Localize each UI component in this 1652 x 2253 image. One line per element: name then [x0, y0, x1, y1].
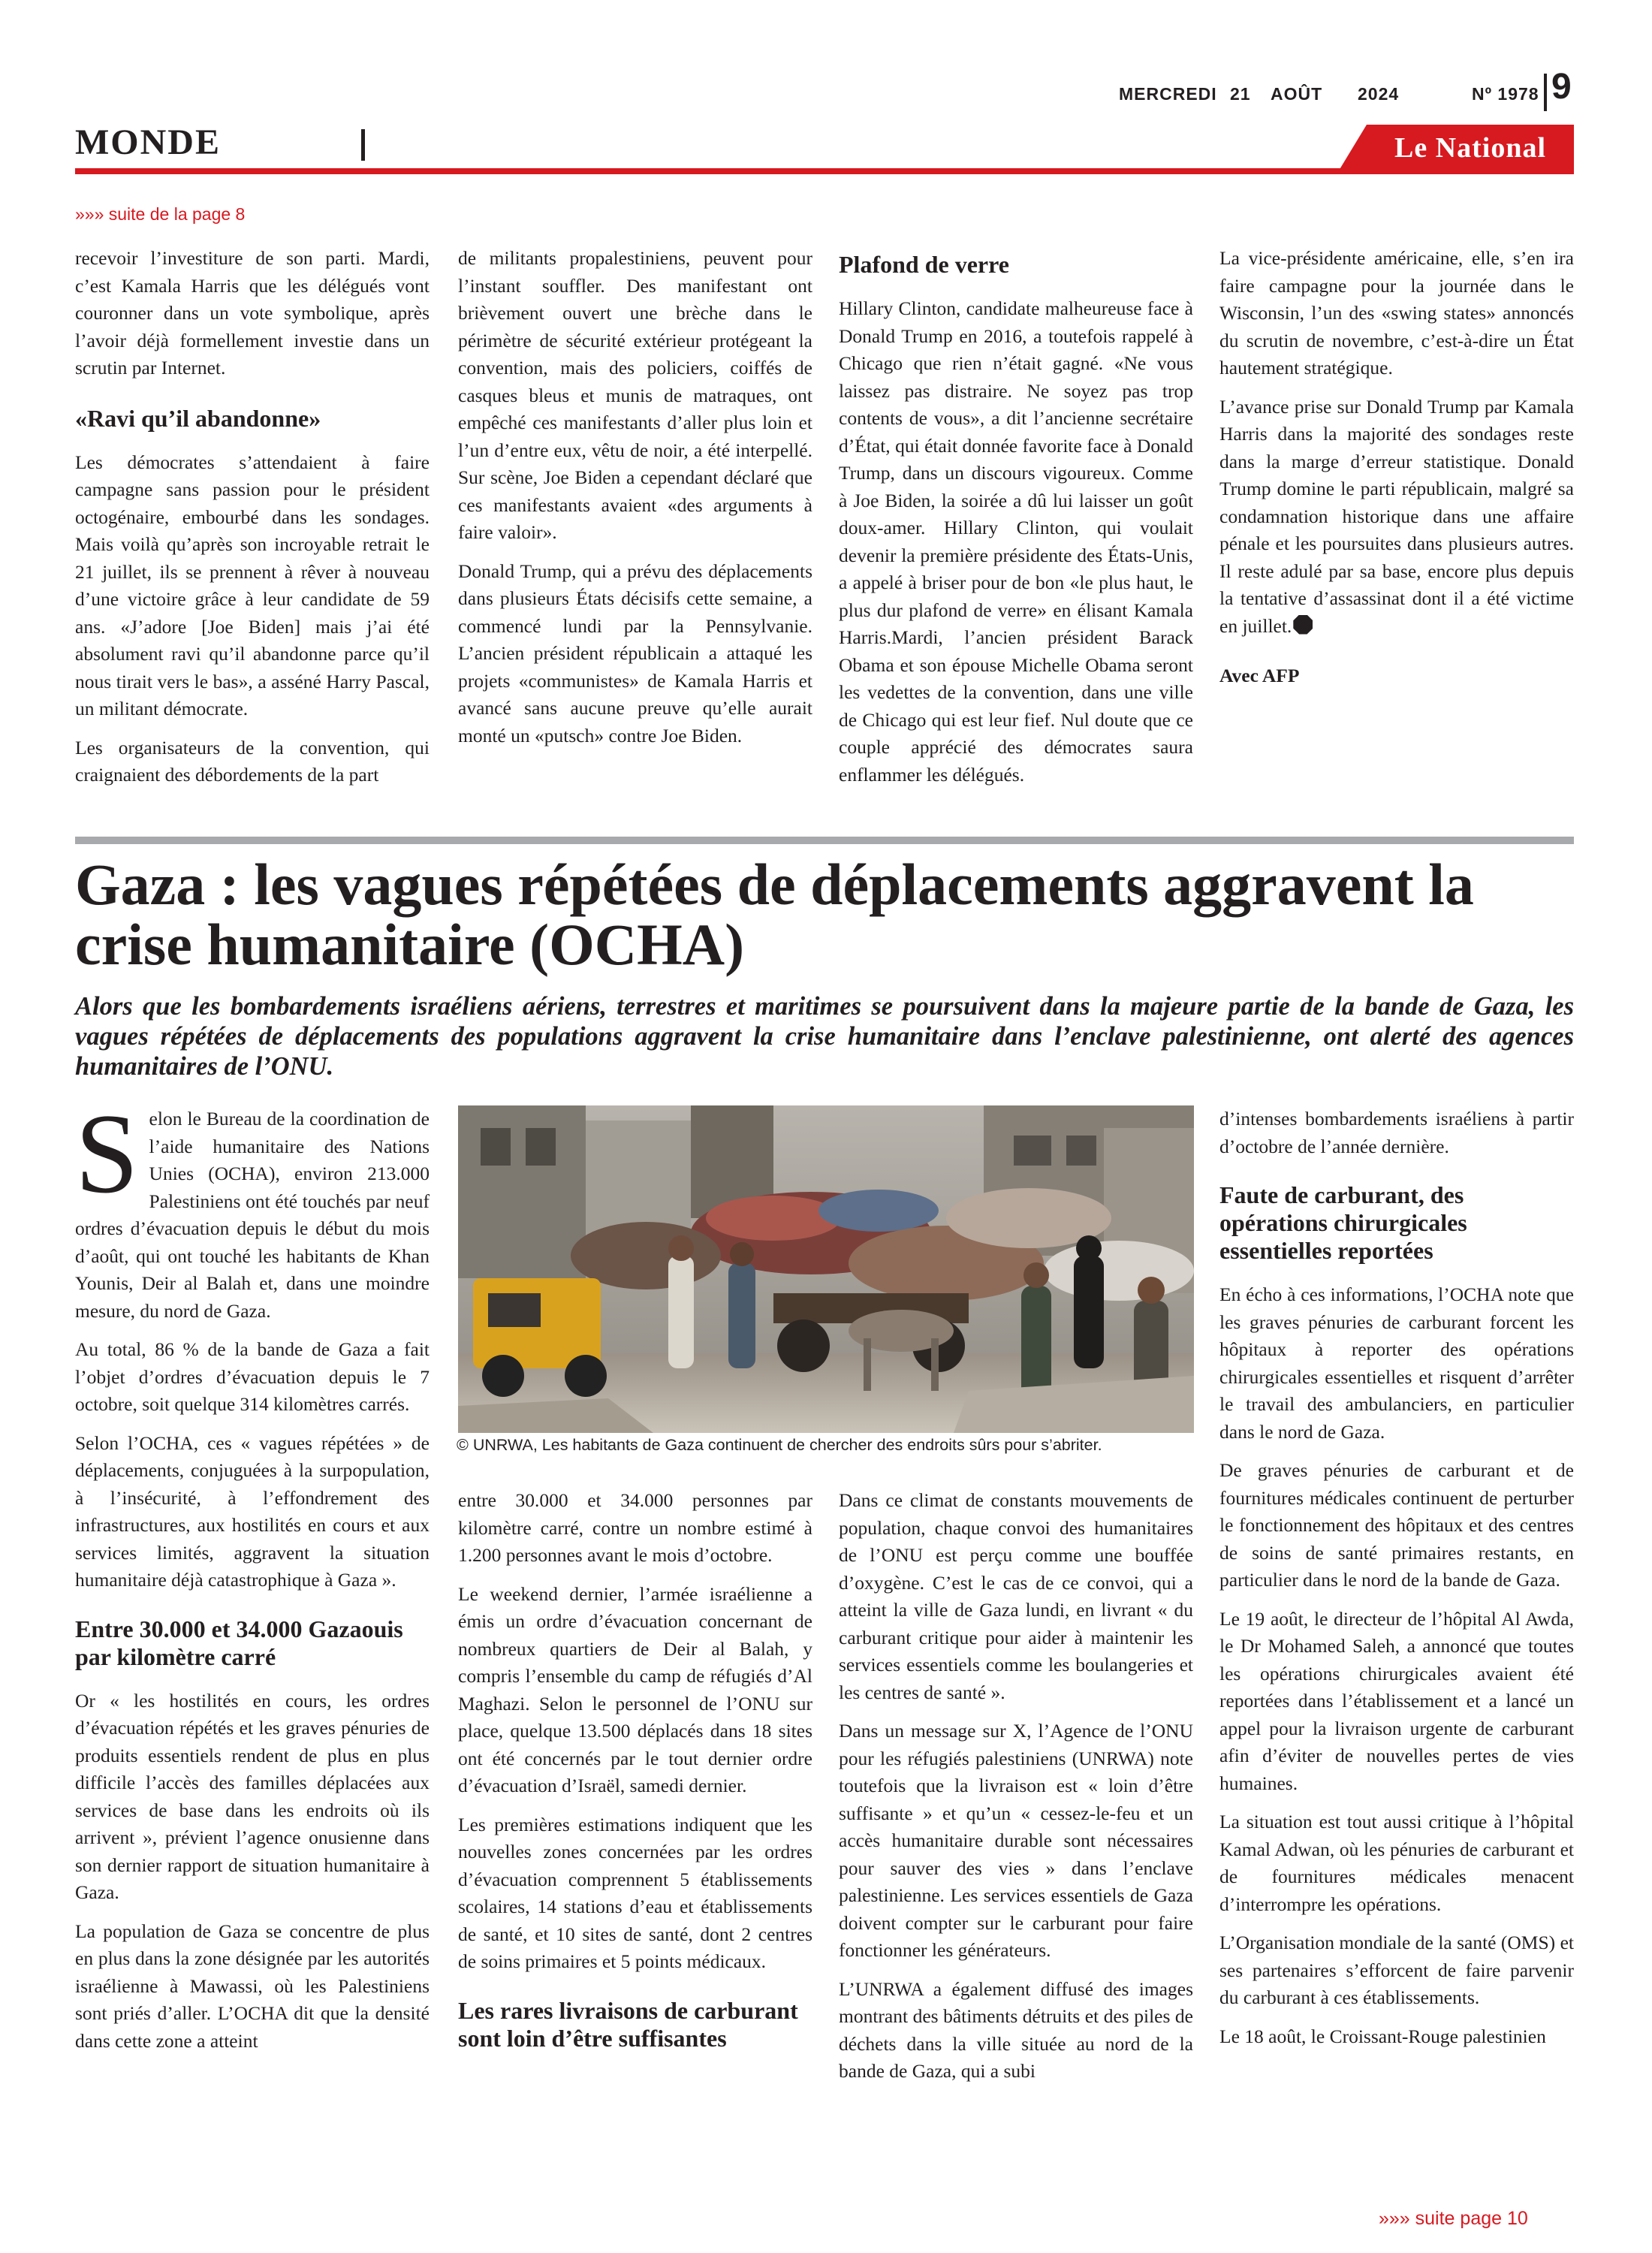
top-article-column-2 — [458, 245, 812, 761]
paragraph: La situation est tout aussi critique à l’hôpital Kamal Adwan, où les pénuries de carburant et de fournitures médicales menacent d’interrompre les opérations. — [1219, 1811, 1574, 1915]
main-article-column-2 — [458, 1487, 812, 2069]
paragraph: entre 30.000 et 34.000 personnes par kilomètre carré, contre un nombre estimé à 1.200 personnes avant le mois d’octobre. — [458, 1489, 812, 1566]
paragraph-text: elon le Bureau de la coordination de l’aide humanitaire des Nations Unies (OCHA), environ 213.000 Palestiniens ont été touchés par neuf ordres d’évacuation depuis le début du mois d’août, qui ont touché les habitants de Khan Younis, Deir al Balah et, dans une moindre mesure, du nord de Gaza. — [75, 1108, 430, 1322]
paragraph: Le 19 août, le directeur de l’hôpital Al Awda, le Dr Mohamed Saleh, a annoncé que toutes les opérations chirurgicales avaient été reportées dans l’établissement et a lancé un appel pour la livraison urgente de carburant afin d’éviter de nouvelles pertes de vies humaines. — [1219, 1607, 1574, 1794]
paragraph: recevoir l’investiture de son parti. Mardi, c’est Kamala Harris que les délégués vont couronner dans un vote symbolique, après l’avoir déjà formellement investie dans un scrutin par Internet. — [75, 247, 430, 379]
section-divider — [361, 129, 365, 161]
issue-day: MERCREDI — [1119, 84, 1217, 104]
paragraph: L’UNRWA a également diffusé des images montrant des bâtiments détruits et des piles de déchets dans la ville située au nord de la bande de Gaza, qui a subi — [839, 1977, 1193, 2082]
issue-month: AOÛT — [1271, 84, 1323, 104]
issue-number: Nº 1978 — [1472, 84, 1539, 104]
main-article-column-3 — [839, 1487, 1193, 2097]
drop-cap: S — [75, 1090, 139, 1217]
subheading: Entre 30.000 et 34.000 Gazaouis par kilomètre carré — [75, 1615, 403, 1670]
page-number-divider — [1544, 74, 1547, 111]
paragraph: De graves pénuries de carburant et de fournitures médicales continuent de perturber le fonctionnement des hôpitaux et des centres de soins de santé primaires restants, en particulier dans le nord de la bande de Gaza. — [1219, 1459, 1574, 1591]
article-separator — [75, 837, 1574, 844]
paragraph: L’Organisation mondiale de la santé (OMS) et ses partenaires s’efforcent de faire parvenir du carburant à ces établissements. — [1219, 1932, 1574, 2008]
paragraph: La population de Gaza se concentre de plus en plus dans la zone désignée par les autorités israélienne à Mawassi, où les Palestiniens sont priés d’aller. L’OCHA dit que la densité dans cette zone a atteint — [75, 1920, 430, 2052]
issue-year: 2024 — [1358, 84, 1400, 104]
paragraph: Or « les hostilités en cours, les ordres d’évacuation répétés et les graves pénuries de produits essentiels rendent de plus en plus difficile l’accès des familles déplacées aux services de base dans les endroits où ils arrivent », prévient l’agence onusienne dans son dernier rapport de situation humanitaire à Gaza. — [75, 1689, 430, 1903]
subheading: «Ravi qu’il abandonne» — [75, 404, 321, 432]
section-title: MONDE — [75, 122, 221, 162]
paragraph: de militants propalestiniens, peuvent pour l’instant souffler. Des manifestant ont brièvement ouvert une brèche dans le périmètre de sécurité extérieur protégeant la convention, mais des policiers, coiffés de casques bleus et munis de matraques, ont empêché ces manifestants d’aller plus loin et l’un d’entre eux, vêtu de noir, a été interpellé. Sur scène, Joe Biden a cependant déclaré que ces manifestants avaient «des arguments à faire valoir». — [458, 247, 812, 543]
brand-name: Le National — [1394, 132, 1547, 164]
paragraph: Hillary Clinton, candidate malheureuse face à Donald Trump en 2016, a toutefois rappelé à Chicago que rien n’était gagné. «Ne vous laissez pas distraire. Ne soyez pas trop contents de vous», a dit l’ancienne secrétaire d’État, qui était donnée favorite face à Donald Trump, dans un discours vigoureux. Comme à Joe Biden, la soirée a dû lui laisser un goût doux-amer. Hillary Clinton, qui voulait devenir la première présidente des États-Unis, a appelé à briser pour de bon «le plus haut, le plus dur plafond de verre» en élisant Kamala Harris.Mardi, l’ancien président Barack Obama et son épouse Michelle Obama seront les vedettes de la convention, dans une ville de Chicago qui est leur fief. Nul doute que ce couple apprécié des démocrates saura enflammer les délégués. — [839, 297, 1193, 786]
paragraph — [75, 1090, 430, 1325]
displaced-families-photo — [458, 1105, 1194, 1433]
top-article-column-4 — [1219, 245, 1574, 701]
photo-caption: © UNRWA, Les habitants de Gaza continuent de chercher des endroits sûrs pour s’abriter. — [457, 1436, 1102, 1454]
paragraph: Les organisateurs de la convention, qui craignaient des débordements de la part — [75, 736, 430, 786]
top-article-column-1 — [75, 245, 430, 801]
byline: Avec AFP — [1219, 665, 1300, 686]
main-article-column-4 — [1219, 1105, 1574, 2061]
paragraph: Selon l’OCHA, ces « vagues répétées » de déplacements, conjuguées à la surpopulation, à l’insécurité, à l’effondrement des infrastructures, aux hostilités en cours et aux services limités, aggravent la situation humanitaire déjà catastrophique à Gaza ». — [75, 1431, 430, 1591]
paragraph: Dans un message sur X, l’Agence de l’ONU pour les réfugiés palestiniens (UNRWA) note toutefois que la livraison est « loin d’être suffisante » et qu’un « cessez-le-feu et un accès humanitaire durable sont nécessaires pour sauver des vies » dans l’enclave palestinienne. Les services essentiels de Gaza doivent compter sur le carburant pour faire fonctionner les générateurs. — [839, 1720, 1193, 1961]
paragraph: Le 18 août, le Croissant-Rouge palestinien — [1219, 2025, 1546, 2047]
paragraph: Les premières estimations indiquent que les nouvelles zones concernées par les ordres d’évacuation comprennent 5 établissements scolaires, 14 stations d’eau et établissements de santé, et 10 sites de santé, dont 2 centres de soins primaires et 5 points médicaux. — [458, 1813, 812, 1972]
news-photo — [458, 1105, 1194, 1433]
stop-octagon-icon — [1293, 615, 1313, 635]
main-lede: Alors que les bombardements israéliens aériens, terrestres et maritimes se poursuivent dans la majeure partie de la bande de Gaza, les vagues répétées de déplacements des populations aggravent la crise humanitaire dans l’enclave palestinienne, ont alerté des agences humanitaires de l’ONU. — [75, 992, 1574, 1081]
paragraph: En écho à ces informations, l’OCHA note que les graves pénuries de carburant forcent les hôpitaux à reporter des opérations chirurgicales essentielles et risquent d’arrêter le travail des ambulanciers, en particulier dans le nord de Gaza. — [1219, 1283, 1574, 1443]
main-article-column-1 — [75, 1090, 430, 2066]
page-number: 9 — [1551, 67, 1572, 107]
continued-from: »»» suite de la page 8 — [75, 204, 246, 224]
paragraph: Donald Trump, qui a prévu des déplacements dans plusieurs États décisifs cette semaine, a commencé lundi par la Pennsylvanie. L’ancien président républicain a attaqué les projets «communistes» de Kamala Harris et avancé sans aucune preuve qu’elle aurait monté un «putsch» contre Joe Biden. — [458, 559, 812, 746]
paragraph-text: L’avance prise sur Donald Trump par Kamala Harris dans la majorité des sondages reste dans la marge d’erreur statistique. Donald Trump domine le parti républicain, malgré sa condamnation historique dans une affaire pénale et les poursuites dans plusieurs autres. Il reste adulé par sa base, encore plus depuis la tentative d’assassinat dont il a été victime en juillet. — [1219, 395, 1574, 637]
subheading: Plafond de verre — [839, 251, 1009, 278]
paragraph: Les démocrates s’attendaient à faire campagne sans passion pour le président octogénaire, embourbé dans les sondages. Mais voilà qu’après son incroyable retrait le 21 juillet, ils se prennent à rêver à nouveau d’une victoire grâce à leur candidate de 59 ans. «J’adore [Joe Biden] mais j’ai été absolument ravi qu’il abandonne parce qu’il nous tirait vers le bas», a asséné Harry Pascal, un militant démocrate. — [75, 451, 430, 719]
paragraph: d’intenses bombardements israéliens à partir d’octobre de l’année dernière. — [1219, 1108, 1574, 1157]
paragraph: Dans ce climat de constants mouvements de population, chaque convoi des humanitaires de l’ONU est perçu comme une bouffée d’oxygène. C’est le cas de ce convoi, qui a atteint la ville de Gaza lundi, en livrant « du carburant critique pour aider à maintenir les services essentiels comme les boulangeries et les centres de santé ». — [839, 1489, 1193, 1703]
continued-to: »»» suite page 10 — [1379, 2208, 1528, 2229]
paragraph: Le weekend dernier, l’armée israélienne a émis un ordre d’évacuation concernant de nombreux quartiers de Deir al Balah, y compris l’ensemble du camp de réfugiés d’Al Maghazi. Selon le personnel de l’ONU sur place, quelque 13.500 déplacés dans 18 sites ont été concernés par le tout dernier ordre d’évacuation d’Israël, samedi dernier. — [458, 1582, 812, 1796]
paragraph: La vice-présidente américaine, elle, s’en ira faire campagne pour la journée dans le Wisconsin, l’un des «swing states» annoncés du scrutin de novembre, c’est-à-dire un État hautement stratégique. — [1219, 247, 1574, 379]
top-article-column-3 — [839, 251, 1193, 800]
subheading: Faute de carburant, des opérations chirurgicales essentielles reportées — [1219, 1181, 1467, 1264]
paragraph — [1219, 394, 1574, 641]
main-headline: Gaza : les vagues répétées de déplacements aggravent la crise humanitaire (OCHA) — [75, 852, 1474, 977]
subheading: Les rares livraisons de carburant sont loin d’être suffisantes — [458, 1996, 798, 2052]
paragraph: Au total, 86 % de la bande de Gaza a fait l’objet d’ordres d’évacuation depuis le 7 octobre, soit quelque 314 kilomètres carrés. — [75, 1338, 430, 1415]
issue-date-day: 21 — [1230, 84, 1251, 104]
